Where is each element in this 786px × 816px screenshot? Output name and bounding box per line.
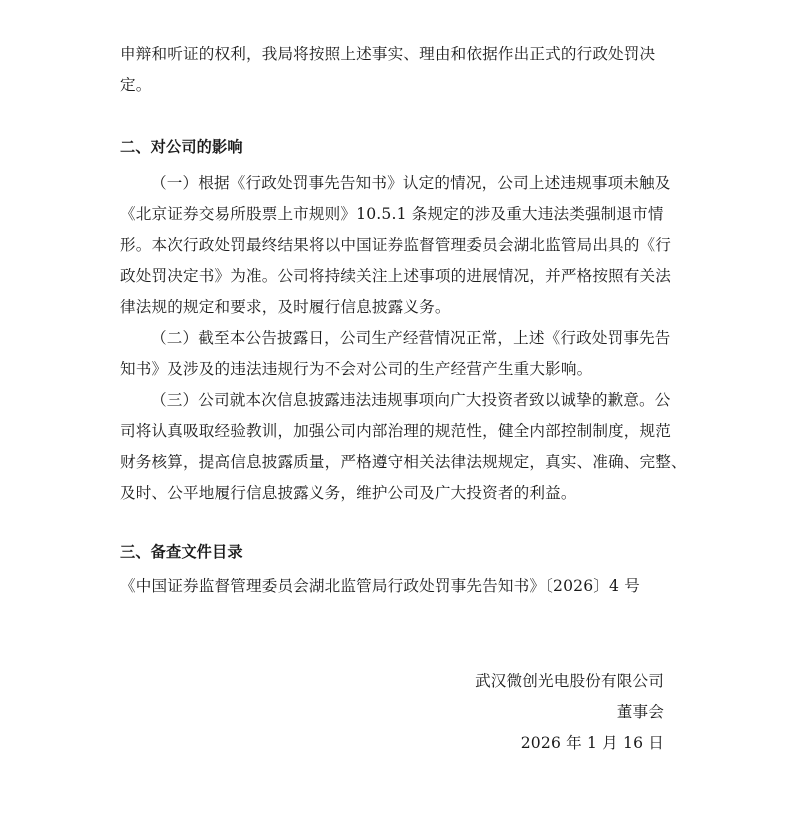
section-3-heading: 三、备查文件目录 [120,543,243,561]
para-3-line-1: （三）公司就本次信息披露违法违规事项向广大投资者致以诚挚的歉意。公 [151,391,671,409]
para-1-line-4: 政处罚决定书》为准。公司将持续关注上述事项的进展情况，并严格按照有关法 [120,267,672,285]
intro-line-2: 定。 [120,76,152,94]
para-2-line-2: 知书》及涉及的违法违规行为不会对公司的生产经营产生重大影响。 [120,360,593,378]
signature-board: 董事会 [616,703,664,721]
para-3-line-3: 财务核算，提高信息披露质量，严格遵守相关法律法规规定，真实、准确、完整、 [120,453,687,471]
para-1-line-5: 律法规的规定和要求，及时履行信息披露义务。 [120,298,451,316]
para-1-line-1: （一）根据《行政处罚事先告知书》认定的情况，公司上述违规事项未触及 [151,174,671,192]
para-1-line-2: 《北京证券交易所股票上市规则》10.5.1 条规定的涉及重大违法类强制退市情 [120,205,664,223]
para-2-line-1: （二）截至本公告披露日，公司生产经营情况正常，上述《行政处罚事先告 [151,329,671,347]
para-1-line-3: 形。本次行政处罚最终结果将以中国证券监督管理委员会湖北监管局出具的《行 [120,236,672,254]
para-3-line-4: 及时、公平地履行信息披露义务，维护公司及广大投资者的利益。 [120,484,577,502]
signature-date: 2026 年 1 月 16 日 [520,734,664,752]
section-2-heading: 二、对公司的影响 [120,138,243,156]
signature-company: 武汉微创光电股份有限公司 [475,672,664,690]
intro-line-1: 申辩和听证的权利，我局将按照上述事实、理由和依据作出正式的行政处罚决 [120,45,656,63]
para-3-line-2: 司将认真吸取经验教训，加强公司内部治理的规范性，健全内部控制制度，规范 [120,422,672,440]
reference-document-item: 《中国证券监督管理委员会湖北监管局行政处罚事先告知书》〔2026〕4 号 [120,577,640,595]
